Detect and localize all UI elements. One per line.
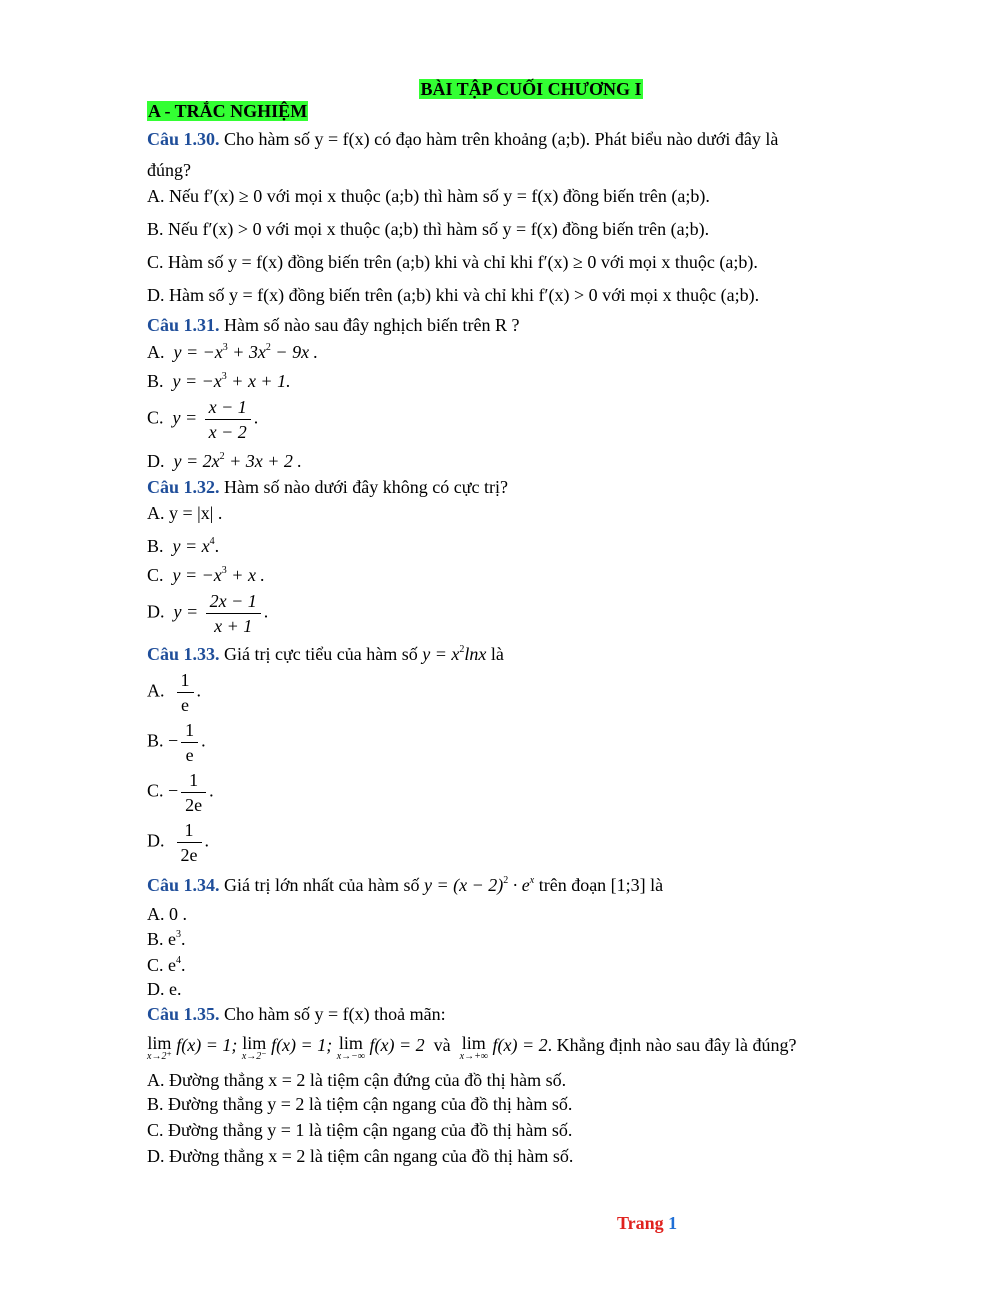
option-c: C. Hàm số y = f(x) đồng biến trên (a;b) khi và chỉ khi f′(x) ≥ 0 với mọi x thuộc (a;b). xyxy=(147,252,758,272)
page-footer xyxy=(617,1213,677,1234)
question-1-34-stem: Câu 1.34. Giá trị lớn nhất của hàm số $y = (x - 2)^2 \cdot e^x$ trên đoạn [1;3] là xyxy=(147,875,664,895)
question-text: Cho hàm số y = f(x) có đạo hàm trên khoảng (a;b). Phát biểu nào dưới đây là xyxy=(224,129,779,149)
option-c: C. Đường thẳng y = 1 là tiệm cận ngang của đồ thị hàm số. xyxy=(147,1120,573,1140)
option-a: A. Nếu f′(x) ≥ 0 với mọi x thuộc (a;b) thì hàm số y = f(x) đồng biến trên (a;b). xyxy=(147,186,710,206)
question-1-30-stem xyxy=(147,128,778,150)
limits-line: lim x→2⁺ f(x) = 1; lim x→2⁻ f(x) = 1; lim x→−∞ f(x) = 2 và lim x→+∞ f(x) = 2. Khẳng định nào sau đây là đúng? xyxy=(147,1033,797,1062)
question-number: Câu 1.35. xyxy=(147,1004,220,1024)
question-1-31-stem xyxy=(147,314,519,336)
option-d: D. Đường thẳng x = 2 là tiệm cân ngang của đồ thị hàm số. xyxy=(147,1146,574,1166)
option-d: D. Hàm số y = f(x) đồng biến trên (a;b) khi và chỉ khi f′(x) > 0 với mọi x thuộc (a;b). xyxy=(147,285,760,305)
option-d: D. e. xyxy=(147,979,182,999)
question-text: Hàm số nào dưới đây không có cực trị? xyxy=(224,477,508,497)
option-b: B. $y = -x^3 + x + 1$. xyxy=(147,371,291,391)
question-text: Hàm số nào sau đây nghịch biến trên R ? xyxy=(224,315,520,335)
limit: lim x→−∞ xyxy=(336,1033,366,1062)
option-b: B. $e^3$. xyxy=(147,929,186,949)
page-label: Trang xyxy=(617,1213,664,1233)
option-b: B. Nếu f′(x) > 0 với mọi x thuộc (a;b) thì hàm số y = f(x) đồng biến trên (a;b). xyxy=(147,219,710,239)
option-d: D. y = $\frac{2x - 1}{x + 1}$ . xyxy=(147,591,269,636)
option-d: D. $\frac{1}{2e}$ . xyxy=(147,820,209,865)
option-a: A. Đường thẳng x = 2 là tiệm cận đứng của đồ thị hàm số. xyxy=(147,1070,567,1090)
limit: lim x→2⁺ xyxy=(147,1033,172,1062)
question-number: Câu 1.32. xyxy=(147,477,220,497)
option-a: A. $y = -x^3 + 3x^2 - 9x$ . xyxy=(147,342,319,362)
limit: lim x→+∞ xyxy=(459,1033,488,1062)
question-number: Câu 1.31. xyxy=(147,315,220,335)
question-1-30-stem-cont: đúng? xyxy=(147,160,191,180)
section-heading: A - TRẮC NGHIỆM xyxy=(148,101,308,121)
fraction: $\frac{1}{e}$ xyxy=(177,668,194,717)
option-d: D. $y = 2x^2 + 3x + 2$ . xyxy=(147,451,302,471)
question-1-32-stem xyxy=(147,476,508,498)
option-b: B. $y = x^4$. xyxy=(147,536,220,556)
fraction: $\frac{1}{2e}$ xyxy=(181,768,206,817)
question-1-35-stem: Câu 1.35. Cho hàm số y = f(x) thoả mãn: xyxy=(147,1004,446,1024)
question-1-33-stem: Câu 1.33. Giá trị cực tiểu của hàm số $y = x^2\ln x$ là xyxy=(147,644,504,664)
option-b: B. Đường thẳng y = 2 là tiệm cận ngang của đồ thị hàm số. xyxy=(147,1094,573,1114)
fraction: $\frac{2x - 1}{x + 1}$ xyxy=(206,589,261,638)
option-a: A. y = |x| . xyxy=(147,503,223,523)
option-a: A. 0 . xyxy=(147,904,187,924)
option-c: C. y = $\frac{x - 1}{x - 2}$ . xyxy=(147,397,259,442)
fraction: $\frac{1}{e}$ xyxy=(181,718,198,767)
question-number: Câu 1.34. xyxy=(147,875,220,895)
option-c: C. $y = -x^3 + x$ . xyxy=(147,565,265,585)
option-c: C. − $\frac{1}{2e}$ . xyxy=(147,770,214,815)
option-a: A. $\frac{1}{e}$ . xyxy=(147,670,201,715)
page-title: BÀI TẬP CUỐI CHƯƠNG I xyxy=(420,79,642,99)
question-number: Câu 1.33. xyxy=(147,644,220,664)
fraction: $\frac{x - 1}{x - 2}$ xyxy=(205,395,251,444)
option-b: B. − $\frac{1}{e}$ . xyxy=(147,720,206,765)
option-c: C. $e^4$. xyxy=(147,955,186,975)
page-number: 1 xyxy=(668,1213,678,1233)
limit: lim x→2⁻ xyxy=(241,1033,267,1062)
fraction: $\frac{1}{2e}$ xyxy=(177,818,202,867)
question-number: Câu 1.30. xyxy=(147,129,220,149)
